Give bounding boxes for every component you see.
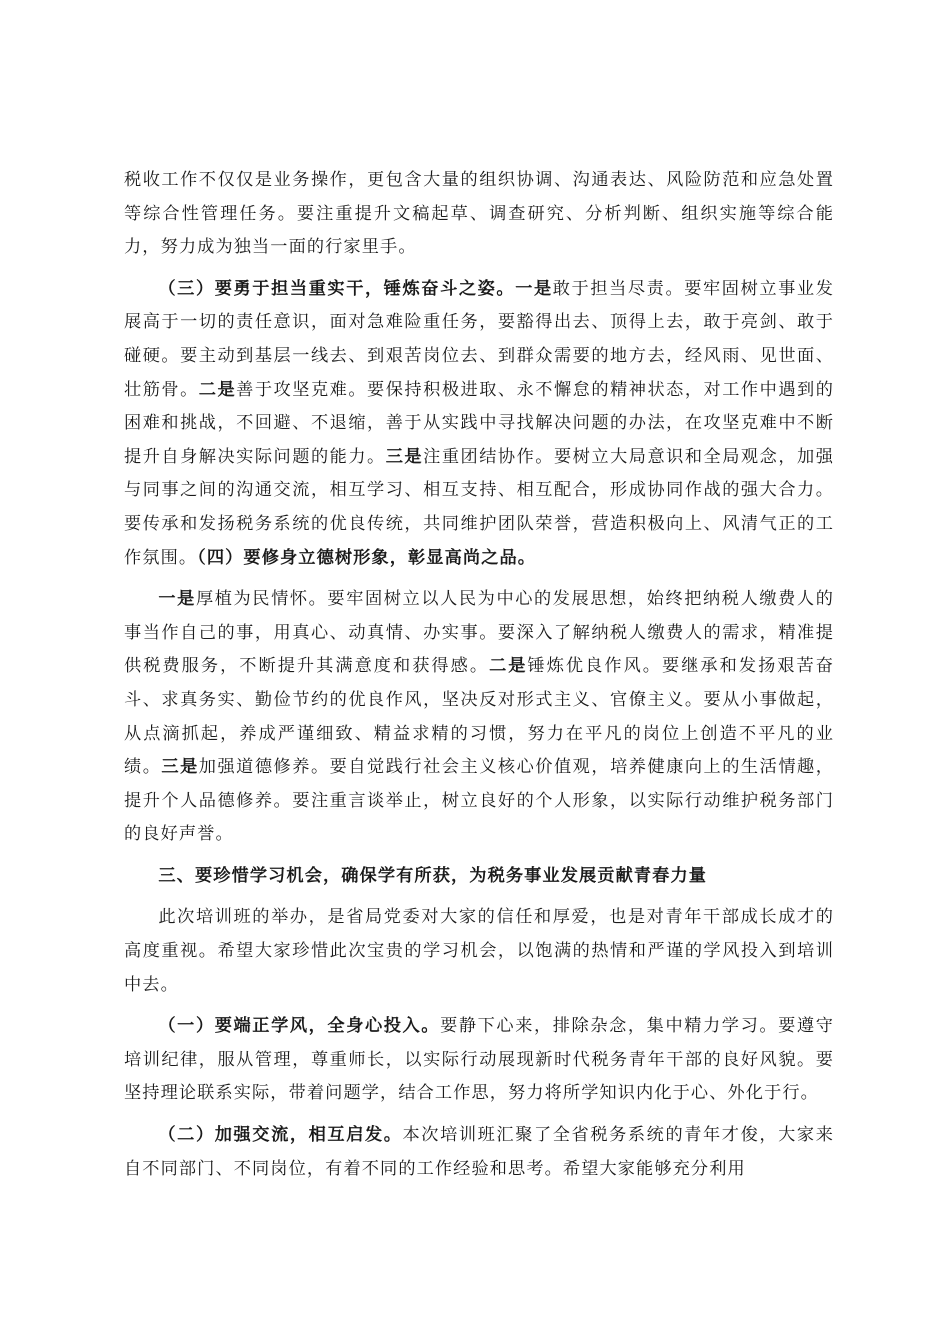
point-label: 二是 bbox=[198, 379, 237, 400]
paragraph-text: 锤炼优良作风。要继承和发扬艰苦奋斗、求真务实、勤俭节约的优良作风，坚决反对形式主义、官僚主义。要从小事做起，从点滴抓起，养成严谨细致、精益求精的习惯，努力在平凡的岗位上创造不平凡的业绩。 bbox=[124, 656, 834, 778]
paragraph-text: 要静下心来，排除杂念，集中精力学习。要遵守培训纪律，服从管理，尊重师长，以实际行动展现新时代税务青年干部的良好风貌。要坚持理论联系实际，带着问题学，结合工作思，努力将所学知识内化于心、外化于行。 bbox=[124, 1016, 834, 1104]
paragraph-3 bbox=[124, 583, 834, 852]
section-heading-three: 三、要珍惜学习机会，确保学有所获，为税务事业发展贡献青春力量 bbox=[158, 865, 708, 886]
subsection-heading-1: （一）要端正学风，全身心投入。 bbox=[158, 1016, 441, 1037]
paragraph-4 bbox=[124, 901, 834, 1002]
point-label: 二是 bbox=[489, 656, 528, 677]
paragraph-text: 敢于担当尽责。要牢固树立事业发展高于一切的责任意识，面对急难险重任务，要豁得出去、顶得上去，敢于亮剑、敢于碰硬。要主动到基层一线去、到艰苦岗位去、到群众需要的地方去，经风雨、见世面、壮筋骨。 bbox=[124, 278, 834, 400]
paragraph-text: 本次培训班汇聚了全省税务系统的青年才俊，大家来自不同部门、不同岗位，有着不同的工作经验和思考。希望大家能够充分利用 bbox=[124, 1125, 834, 1179]
section-heading-3: （三）要勇于担当重实干，锤炼奋斗之姿。一是 bbox=[158, 278, 553, 299]
section-heading-4: （四）要修身立德树形象，彰显高尚之品。 bbox=[197, 547, 537, 568]
paragraph-text: 此次培训班的举办，是省局党委对大家的信任和厚爱，也是对青年干部成长成才的高度重视。希望大家珍惜此次宝贵的学习机会，以饱满的热情和严谨的学风投入到培训中去。 bbox=[124, 907, 834, 995]
point-label: 一是 bbox=[158, 589, 196, 610]
paragraph-text: 善于攻坚克难。要保持积极进取、永不懈怠的精神状态，对工作中遇到的困难和挑战，不回避、不退缩，善于从实践中寻找解决问题的办法，在攻坚克难中不断提升自身解决实际问题的能力。 bbox=[124, 379, 834, 467]
point-label: 三是 bbox=[385, 446, 424, 467]
point-label: 三是 bbox=[161, 757, 199, 778]
paragraph-6 bbox=[124, 1119, 834, 1186]
document-body bbox=[124, 164, 834, 1194]
paragraph-2 bbox=[124, 273, 834, 575]
paragraph-text: 加强道德修养。要自觉践行社会主义核心价值观，培养健康向上的生活情趣，提升个人品德修养。要注重言谈举止，树立良好的个人形象，以实际行动维护税务部门的良好声誉。 bbox=[124, 757, 834, 845]
paragraph-5 bbox=[124, 1010, 834, 1111]
paragraph-text: 厚植为民情怀。要牢固树立以人民为中心的发展思想，始终把纳税人缴费人的事当作自己的事，用真心、动真情、办实事。要深入了解纳税人缴费人的需求，精准提供税费服务，不断提升其满意度和获得感。 bbox=[124, 589, 834, 677]
subsection-heading-2: （二）加强交流，相互启发。 bbox=[158, 1125, 403, 1146]
paragraph-text: 税收工作不仅仅是业务操作，更包含大量的组织协调、沟通表达、风险防范和应急处置等综合性管理任务。要注重提升文稿起草、调查研究、分析判断、组织实施等综合能力，努力成为独当一面的行家里手。 bbox=[124, 170, 834, 258]
paragraph-1 bbox=[124, 164, 834, 265]
paragraph-text: 注重团结协作。要树立大局意识和全局观念，加强与同事之间的沟通交流，相互学习、相互支持、相互配合，形成协同作战的强大合力。要传承和发扬税务系统的优良传统，共同维护团队荣誉，营造积极向上、风清气正的工作氛围。 bbox=[124, 446, 835, 568]
